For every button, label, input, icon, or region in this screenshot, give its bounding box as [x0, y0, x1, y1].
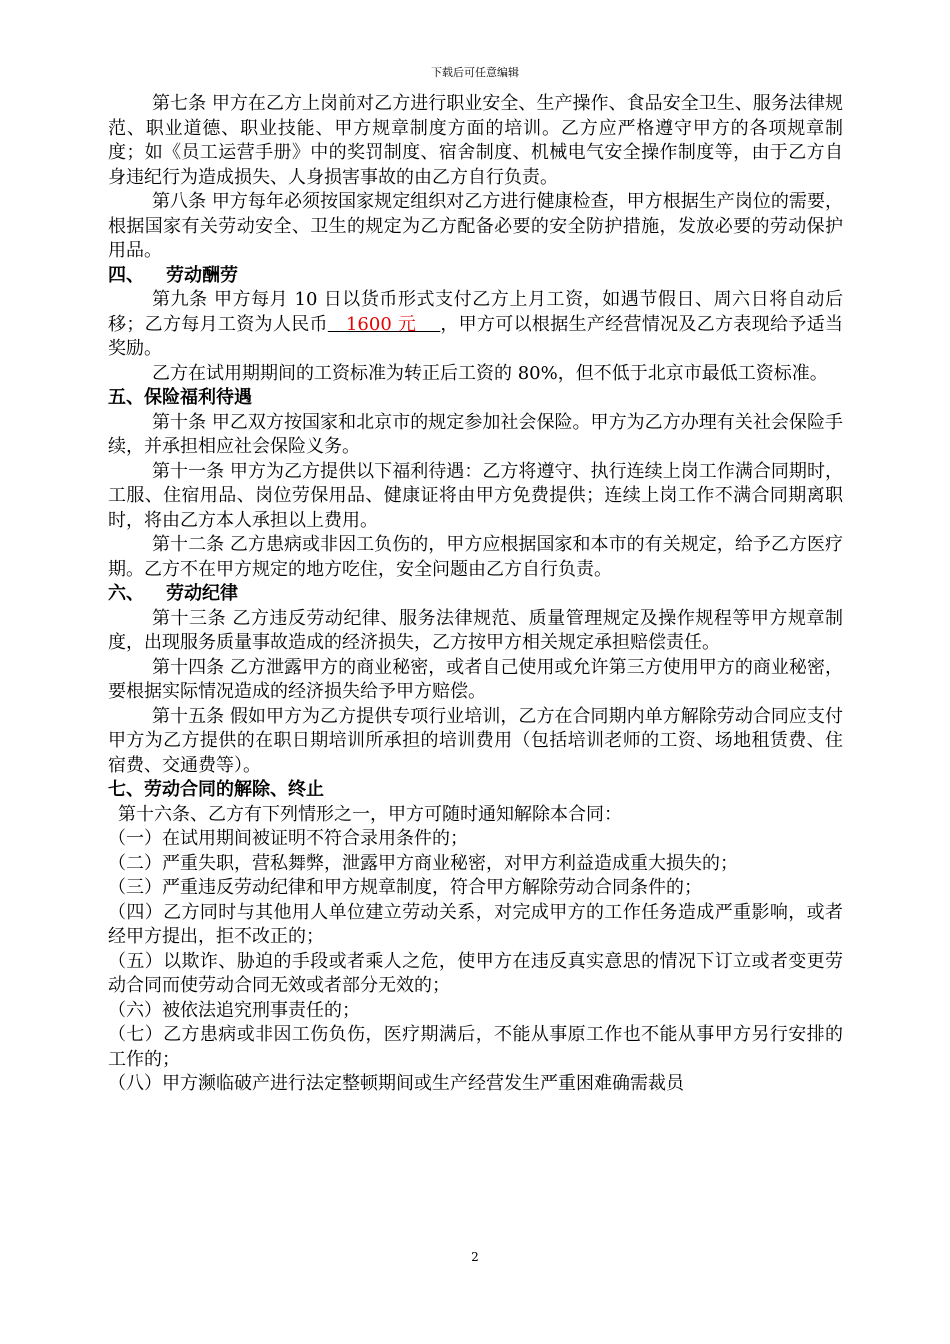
- article-16: 第十六条、乙方有下列情形之一，甲方可随时通知解除本合同：: [118, 803, 622, 825]
- page-number: 2: [471, 1250, 479, 1264]
- list-item: （二）严重失职，营私舞弊，泄露甲方商业秘密，对甲方利益造成重大损失的；: [108, 852, 738, 874]
- article-13: 第十三条 乙方违反劳动纪律、服务法律规范、质量管理规定及操作规程等甲方规章制度，出现服务质量事故造成的经济损失，乙方按甲方相关规定承担赔偿责任。: [108, 607, 843, 653]
- list-item: （七）乙方患病或非因工伤负伤，医疗期满后，不能从事原工作也不能从事甲方另行安排的工作的；: [108, 1024, 843, 1070]
- article-11: 第十一条 甲方为乙方提供以下福利待遇：乙方将遵守、执行连续上岗工作满合同期时，工服、住宿用品、岗位劳保用品、健康证将由甲方免费提供；连续上岗工作不满合同期离职时，将由乙方本人承担以上费用。: [108, 460, 843, 531]
- article-9-text-after: ，甲方可以根据生产经营情况及乙方表现给予适当奖励。: [108, 313, 844, 359]
- list-item: （一）在试用期间被证明不符合录用条件的；: [108, 828, 468, 849]
- article-10: 第十条 甲乙双方按国家和北京市的规定参加社会保险。甲方为乙方办理有关社会保险手续，并承担相应社会保险义务。: [108, 411, 843, 457]
- section-number-6: 六、: [108, 583, 144, 604]
- list-item: （五）以欺诈、胁迫的手段或者乘人之危，使甲方在违反真实意思的情况下订立或者变更劳动合同而使劳动合同无效或者部分无效的；: [108, 950, 843, 996]
- article-8: 第八条 甲方每年必须按国家规定组织对乙方进行健康检查，甲方根据生产岗位的需要，根据国家有关劳动安全、卫生的规定为乙方配备必要的安全防护措施，发放必要的劳动保护用品。: [108, 191, 843, 261]
- list-item: （四）乙方同时与其他用人单位建立劳动关系，对完成甲方的工作任务造成严重影响，或者经甲方提出，拒不改正的；: [108, 901, 843, 947]
- section-number-4: 四、: [108, 264, 144, 286]
- section-heading-4: [108, 264, 843, 289]
- list-item: （六）被依法追究刑事责任的；: [108, 999, 360, 1021]
- article-7: 第七条 甲方在乙方上岗前对乙方进行职业安全、生产操作、食品安全卫生、服务法律规范、职业道德、职业技能、甲方规章制度方面的培训。乙方应严格遵守甲方的各项规章制度；如《员工运营手册》中的奖罚制度、宿舍制度、机械电气安全操作制度等，由于乙方自身违纪行为造成损失、人身损害事故的由乙方自行负责。: [108, 93, 843, 188]
- list-item: （八）甲方濒临破产进行法定整顿期间或生产经营发生严重困难确需裁员: [108, 1073, 684, 1094]
- page-header: 下载后可任意编辑: [431, 66, 519, 79]
- section-heading-7: 七、劳动合同的解除、终止: [108, 779, 324, 800]
- article-9-text-before: 第九条 甲方每月 10 日以货币形式支付乙方上月工资，如遇节假日、周六日将自动后移；乙方每月工资为人民币: [108, 289, 843, 335]
- list-item: （三）严重违反劳动纪律和甲方规章制度，符合甲方解除劳动合同条件的；: [108, 877, 702, 898]
- article-9: [108, 288, 843, 362]
- article-12: 第十二条 乙方患病或非因工负伤的，甲方应根据国家和本市的有关规定，给予乙方医疗期。乙方不在甲方规定的地方吃住，安全问题由乙方自行负责。: [108, 534, 843, 580]
- section-heading-6: [108, 582, 843, 607]
- section-title-4: 劳动酬劳: [166, 264, 238, 286]
- article-15: 第十五条 假如甲方为乙方提供专项行业培训，乙方在合同期内单方解除劳动合同应支付甲方为乙方提供的在职日期培训所承担的培训费用（包括培训老师的工资、场地租赁费、住宿费、交通费等）。: [108, 705, 843, 776]
- monthly-salary-value: 1600 元: [327, 313, 441, 335]
- article-14: 第十四条 乙方泄露甲方的商业秘密，或者自己使用或允许第三方使用甲方的商业秘密，要根据实际情况造成的经济损失给予甲方赔偿。: [108, 656, 843, 702]
- section-title-6: 劳动纪律: [166, 583, 238, 604]
- probation-salary-clause: 乙方在试用期期间的工资标准为转正后工资的 80%，但不低于北京市最低工资标准。: [152, 362, 828, 384]
- document-body: [108, 92, 843, 1097]
- section-heading-5: 五、保险福利待遇: [108, 387, 252, 408]
